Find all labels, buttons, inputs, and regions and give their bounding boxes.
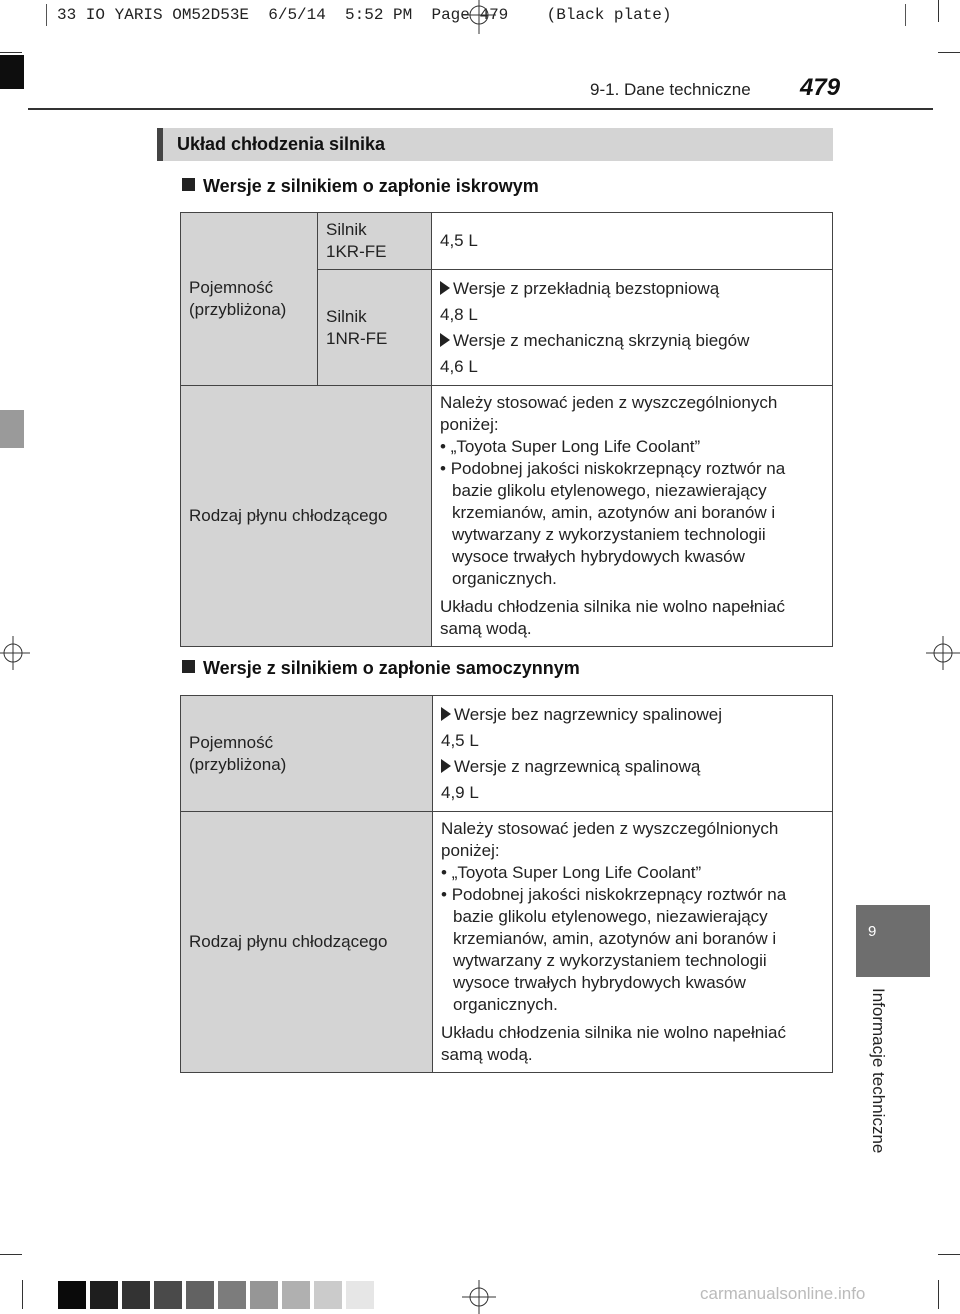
crop-mark xyxy=(0,1254,22,1255)
running-header-title: 9-1. Dane techniczne xyxy=(590,80,751,99)
capacity-cell xyxy=(433,696,833,812)
chapter-label: Informacje techniczne xyxy=(869,988,888,1154)
capacity-value: 4,5 L xyxy=(440,231,478,250)
coolant-note: Układu chłodzenia silnika nie wolno napełniać samą wodą. xyxy=(440,597,785,638)
crop-mark xyxy=(22,1280,23,1309)
table-row xyxy=(181,812,833,1073)
arrow-right-icon xyxy=(441,759,451,773)
engine-name: Silnik 1NR-FE xyxy=(318,270,432,386)
coolant-list xyxy=(441,862,824,1016)
list-item: • „Toyota Super Long Life Coolant” xyxy=(440,436,824,458)
watermark-text: carmanualsonline.info xyxy=(700,1284,866,1303)
coolant-label: Rodzaj płynu chłodzącego xyxy=(181,386,432,647)
arrow-right-icon xyxy=(440,281,450,295)
print-plate-label: 33 IO YARIS OM52D53E 6/5/14 5:52 PM Page 479 (Black plate) xyxy=(46,4,906,26)
subsection-heading-petrol xyxy=(182,176,539,197)
table-row xyxy=(181,696,833,812)
color-swatch xyxy=(154,1281,182,1309)
variant-line xyxy=(440,278,824,300)
registration-mark-icon xyxy=(0,636,30,670)
coolant-intro: Należy stosować jeden z wyszczególnionych poniżej: xyxy=(440,393,778,434)
color-swatch xyxy=(282,1281,310,1309)
list-item: • „Toyota Super Long Life Coolant” xyxy=(441,862,824,884)
edge-marker-black xyxy=(0,55,24,89)
variant-text: Wersje z nagrzewnicą spalinową xyxy=(454,756,701,776)
crop-mark xyxy=(938,1254,960,1255)
color-swatch xyxy=(314,1281,342,1309)
list-item: • Podobnej jakości niskokrzepnący roztwór na bazie glikolu etylenowego, niezawierający krzemianów, amin, azotynów ani boranów i wytwarzany z wykorzystaniem technologii wysoce trwałych hybrydowych kwasów organicznych. xyxy=(441,884,824,1016)
engine-capacity-cell xyxy=(432,213,833,270)
color-swatch xyxy=(218,1281,246,1309)
subsection-heading-text: Wersje z silnikiem o zapłonie samoczynnym xyxy=(203,658,580,678)
crop-mark xyxy=(938,0,939,22)
capacity-label: Pojemność (przybliżona) xyxy=(181,213,318,386)
section-title: Układ chłodzenia silnika xyxy=(177,134,386,154)
petrol-spec-table xyxy=(180,212,833,647)
coolant-cell xyxy=(432,386,833,647)
capacity-value: 4,9 L xyxy=(441,782,479,802)
engine-name: Silnik 1KR-FE xyxy=(318,213,432,270)
crop-mark xyxy=(938,1280,939,1309)
chapter-tab xyxy=(856,905,930,977)
coolant-list xyxy=(440,436,824,590)
color-swatch xyxy=(90,1281,118,1309)
list-item: • Podobnej jakości niskokrzepnący roztwór na bazie glikolu etylenowego, niezawierający krzemianów, amin, azotynów ani boranów i wytwarzany z wykorzystaniem technologii wysoce trwałych hybrydowych kwasów organicznych. xyxy=(440,458,824,590)
variant-text: Wersje z przekładnią bezstopniową xyxy=(453,278,720,298)
square-bullet-icon xyxy=(182,178,195,191)
capacity-value: 4,5 L xyxy=(441,730,479,750)
crop-mark xyxy=(0,52,22,53)
table-row xyxy=(181,213,833,270)
color-swatch xyxy=(346,1281,374,1309)
chapter-number: 9 xyxy=(868,923,877,940)
color-swatch xyxy=(58,1281,86,1309)
header-rule xyxy=(28,108,933,110)
capacity-value: 4,6 L xyxy=(440,356,478,376)
subsection-heading-text: Wersje z silnikiem o zapłonie iskrowym xyxy=(203,176,539,196)
coolant-note: Układu chłodzenia silnika nie wolno napełniać samą wodą. xyxy=(441,1023,786,1064)
color-swatch xyxy=(250,1281,278,1309)
section-title-box xyxy=(157,128,833,161)
registration-mark-icon xyxy=(462,0,496,34)
variant-line xyxy=(441,756,824,778)
color-swatch xyxy=(122,1281,150,1309)
coolant-label: Rodzaj płynu chłodzącego xyxy=(181,812,433,1073)
capacity-label: Pojemność (przybliżona) xyxy=(181,696,433,812)
crop-mark xyxy=(938,52,960,53)
variant-text: Wersje z mechaniczną skrzynią biegów xyxy=(453,330,750,350)
registration-mark-icon xyxy=(926,636,960,670)
coolant-intro: Należy stosować jeden z wyszczególnionych poniżej: xyxy=(441,819,779,860)
edge-marker-grey xyxy=(0,410,24,448)
arrow-right-icon xyxy=(440,333,450,347)
coolant-cell xyxy=(433,812,833,1073)
variant-text: Wersje bez nagrzewnicy spalinowej xyxy=(454,704,723,724)
capacity-value: 4,8 L xyxy=(440,304,478,324)
table-row xyxy=(181,386,833,647)
variant-line xyxy=(440,330,824,352)
engine-capacity-cell xyxy=(432,270,833,386)
variant-line xyxy=(441,704,824,726)
color-swatch xyxy=(186,1281,214,1309)
arrow-right-icon xyxy=(441,707,451,721)
diesel-spec-table xyxy=(180,695,833,1073)
square-bullet-icon xyxy=(182,660,195,673)
subsection-heading-diesel xyxy=(182,658,580,679)
page-number: 479 xyxy=(800,74,841,101)
